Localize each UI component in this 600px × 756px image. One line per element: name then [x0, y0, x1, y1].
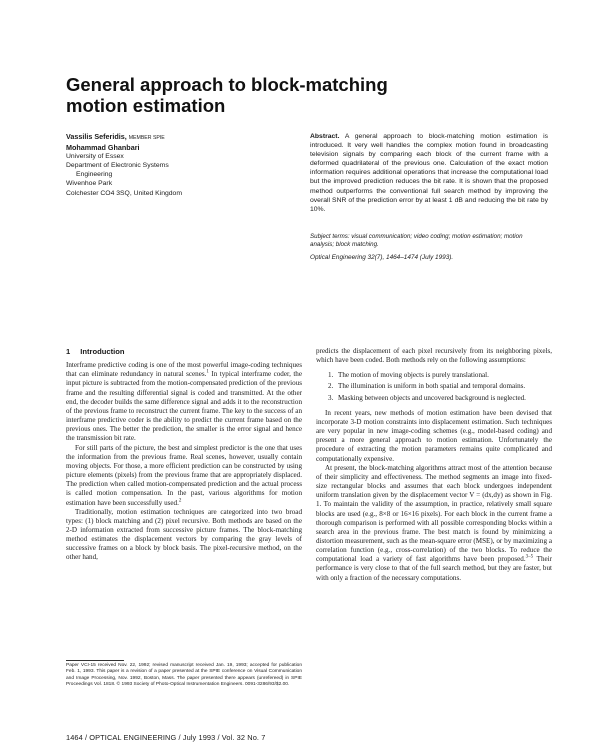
- column-left: [66, 347, 302, 563]
- reference-1: 1: [206, 369, 209, 375]
- author-1-degrees: MEMBER SPIE: [128, 135, 165, 141]
- paragraph-5: In recent years, new methods of motion estimation have been devised that incorporate 3-D motion constraints into displacement estimation. Such techniques are very popular in new image-coding schemes (e.g., model-based coding) and present a more general approach to motion estimation. Unfortunately the procedure of extracting the motion parameters remains quite complicated and computationally expensive.: [316, 408, 552, 463]
- paragraph-6-text-cont: Their performance is very close to that of the full search method, but they are faster, but with only a fraction of the necessary computations.: [316, 555, 552, 582]
- assumptions-list: [316, 371, 552, 402]
- paper-title: [66, 74, 546, 116]
- paragraph-6: [316, 464, 552, 583]
- column-right: [316, 347, 552, 583]
- author-1-name: Vassilis Seferidis,: [66, 132, 127, 141]
- paragraph-3: Traditionally, motion estimation techniques are categorized into two broad types: (1) block matching and (2) pixel recursive. Both methods are based on the 2-D information extracted from successive picture frames. The block-matching method estimates the displacement vectors by comparing the gray levels of successive frames on a block by block basis. The pixel-recursive method, on the other hand,: [66, 507, 302, 562]
- reference-3-5: 3–5: [525, 554, 534, 560]
- author-block: [66, 132, 266, 198]
- affiliation-line-5: Colchester CO4 3SQ, United Kingdom: [66, 189, 182, 197]
- section-number: 1: [66, 347, 71, 356]
- paragraph-1-text: Interframe predictive coding is one of the most powerful image-coding techniques that can eliminate redundancy in natural scenes.: [66, 361, 302, 379]
- paragraph-4: predicts the displacement of each pixel recursively from its neighboring pixels, which have been coded. Both methods rely on the following assumptions:: [316, 347, 552, 365]
- section-title: Introduction: [80, 347, 125, 356]
- paragraph-2: [66, 444, 302, 508]
- paragraph-2-text: For still parts of the picture, the best and simplest predictor is the one that uses the information from the previous frame. Real scenes, however, usually contain moving objects. For those, a more efficient prediction can be constructed by using picture elements (pixels) from the previous frame that are appropriately displaced. The prediction when called motion-compensated prediction and the actual process is called motion compensation. In the past, various algorithms for motion estimation have been successfully used.: [66, 443, 302, 507]
- title-line-1: General approach to block-matching: [66, 74, 388, 95]
- assumption-text: The illumination is uniform in both spatial and temporal domains.: [338, 382, 526, 391]
- list-item: 2. The illumination is uniform in both spatial and temporal domains.: [328, 382, 526, 391]
- citation: Optical Engineering 32(7), 1464–1474 (July 1993).: [310, 254, 454, 261]
- affiliation-line-3: Engineering: [76, 171, 113, 179]
- author-2-name: Mohammad Ghanbari: [66, 143, 140, 153]
- footnote: Paper VCI-15 received Nov. 22, 1992; revised manuscript received Jan. 19, 1993; accepted for publication Feb. 1, 1993. This paper is a revision of a paper presented at the SPIE conference on Visual Communication and Image Processing, Nov. 1992, Boston, Mass. The paper presented there appears (unrefereed) in SPIE Proceedings Vol. 1818. © 1993 Society of Photo-Optical Instrumentation Engineers. 0091-3286/93/$2.00.: [66, 663, 302, 688]
- list-item: 3. Masking between objects and uncovered background is neglected.: [328, 393, 526, 402]
- assumption-text: Masking between objects and uncovered background is neglected.: [338, 393, 526, 402]
- list-item: 1. The motion of moving objects is purely translational.: [328, 371, 489, 380]
- affiliation-line-1: University of Essex: [66, 153, 124, 161]
- subject-terms: Subject terms: visual communication; video coding; motion estimation; motion analysis; block matching.: [310, 233, 523, 249]
- author-1: [66, 132, 266, 143]
- abstract: [310, 132, 548, 214]
- abstract-label: Abstract.: [310, 133, 340, 140]
- abstract-text: A general approach to block-matching motion estimation is introduced. It very well handles the complex motion found in broadcasting television signals by comparing each block of the current frame with a deformed quadrilateral of the previous one. Calculation of the exact motion information requires additional operations that increase the computational load but the improved prediction reduces the bit rate. It is shown that the proposed method outperforms the conventional full search method by improving the overall SNR of the prediction error by at least 1 dB and reducing the bit rate by 10%.: [310, 133, 549, 213]
- affiliation-line-2: Department of Electronic Systems: [66, 162, 169, 170]
- page-footer: 1464 / OPTICAL ENGINEERING / July 1993 / Vol. 32 No. 7: [66, 733, 266, 742]
- paragraph-6-text: At present, the block-matching algorithms attract most of the attention because of their simplicity and effectiveness. The method segments an image into fixed-size rectangular blocks and assumes that each block undergoes independent uniform translation given by the displacement vector V = (dx,dy) as shown in Fig. 1. To maintain the validity of the assumption, in practice, relatively small square blocks are used (e.g., 8×8 or 16×16 pixels). For each block in the current frame a thorough comparison is performed with all possible corresponding blocks within a search area in the previous frame. The best match is found by minimizing a distortion measurement, such as the mean-square error (MSE), or by maximizing a correlation function (e.g., cross-correlation) of the two blocks. To reduce the computational load a variety of fast algorithms have been proposed.: [316, 463, 552, 564]
- assumption-text: The motion of moving objects is purely translational.: [338, 371, 489, 380]
- title-line-2: motion estimation: [66, 95, 226, 116]
- paragraph-1: [66, 361, 302, 443]
- section-heading-introduction: [66, 347, 302, 356]
- affiliation-line-4: Wivenhoe Park: [66, 180, 113, 188]
- paragraph-1-text-cont: In typical interframe coder, the input picture is subtracted from the motion-compensated prediction of the previous frame and the resulting differential signal is coded and transmitted. At the other end, the decoder builds the same difference signal and adds it to the reconstruction of the previous frame to reconstruct the current frame. The key to the success of an interframe predictive coder is the ability to predict the current frame based on the previous ones. The better the prediction, the smaller is the error signal and hence the transmission bit rate.: [66, 370, 303, 443]
- reference-2: 2: [178, 498, 182, 504]
- footnote-rule: [66, 660, 124, 661]
